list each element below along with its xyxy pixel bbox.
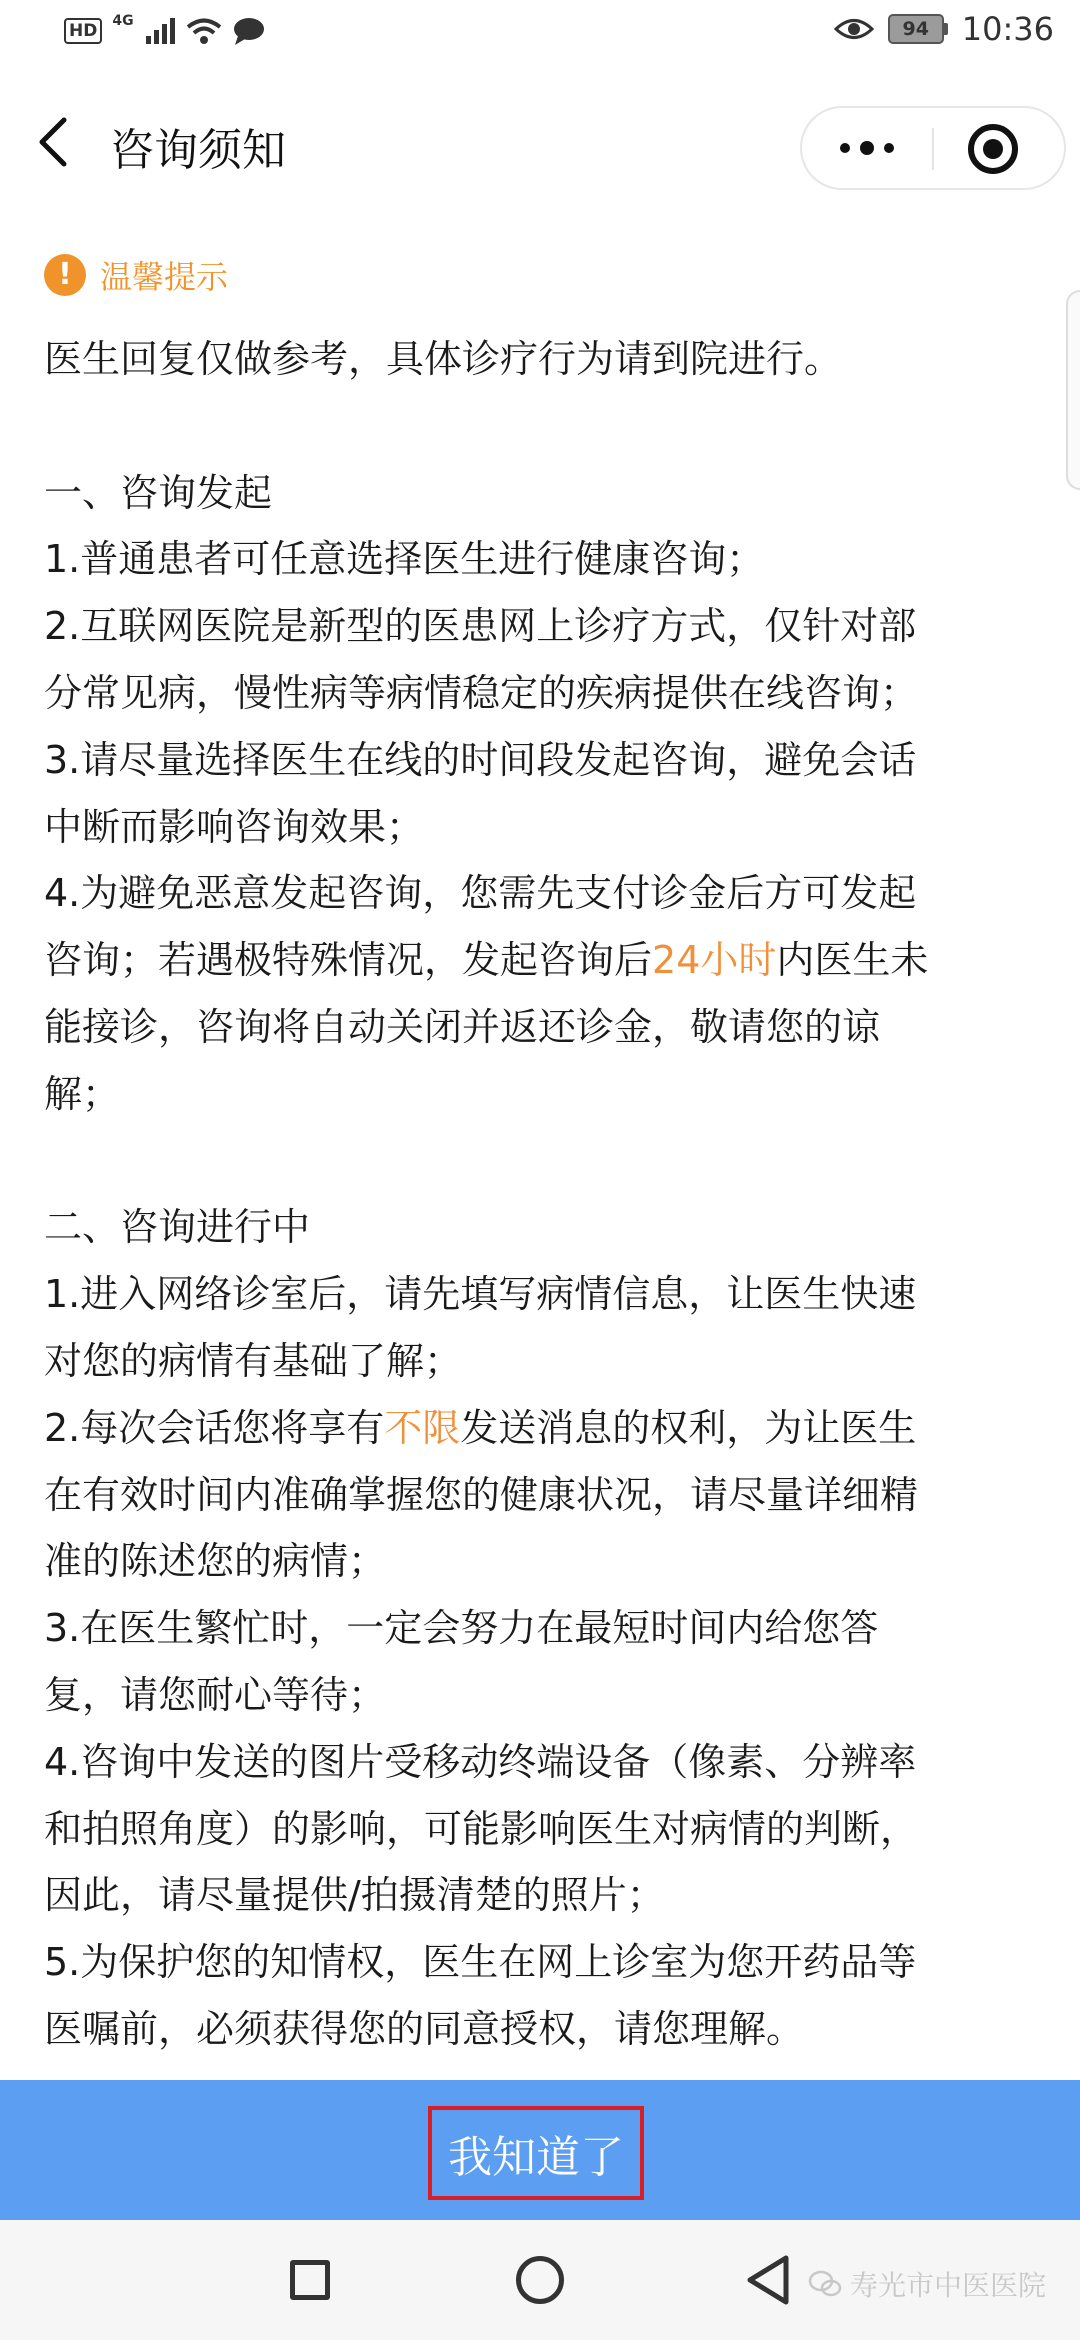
highlight-24h: 24小时 xyxy=(652,938,777,983)
rule-line: 4.为避免恶意发起咨询，您需先支付诊金后方可发起 xyxy=(44,871,917,916)
section-heading: 一、咨询发起 xyxy=(44,470,273,515)
rule-line: 和拍照角度）的影响，可能影响医生对病情的判断， xyxy=(44,1806,919,1851)
recent-apps-icon[interactable] xyxy=(290,2260,330,2300)
status-bar xyxy=(0,0,1080,72)
rule-line: 5.为保护您的知情权，医生在网上诊室为您开药品等 xyxy=(44,1940,917,1985)
rule-line: 3.请尽量选择医生在线的时间段发起咨询，避免会话 xyxy=(44,737,917,782)
spacer xyxy=(44,1128,1044,1195)
battery-tip xyxy=(944,23,948,35)
close-mini-program-icon[interactable] xyxy=(968,124,1018,174)
side-handle xyxy=(1066,290,1080,490)
page-title: 咨询须知 xyxy=(110,125,286,176)
more-dot-icon xyxy=(884,143,894,153)
status-right xyxy=(834,10,1054,48)
intro-text: 医生回复仅做参考，具体诊疗行为请到院进行。 xyxy=(44,337,843,381)
rule-text: 咨询；若遇极特殊情况，发起咨询后 xyxy=(44,938,653,983)
rule-line: 复，请您耐心等待； xyxy=(44,1672,387,1717)
network-type: 4G xyxy=(112,13,134,29)
watermark-text: 寿光市中医医院 xyxy=(850,2269,1047,2302)
eye-comfort-icon xyxy=(834,14,874,44)
signal-icon xyxy=(144,16,176,46)
system-back-icon[interactable] xyxy=(744,2254,792,2306)
message-icon xyxy=(232,16,266,46)
more-dot-icon xyxy=(840,143,850,153)
rule-line: 中断而影响咨询效果； xyxy=(44,804,425,849)
rule-line: 医嘱前，必须获得您的同意授权，请您理解。 xyxy=(44,2006,805,2051)
clock: 10:36 xyxy=(961,10,1054,48)
capsule-divider xyxy=(932,128,934,170)
system-nav-bar xyxy=(0,2220,1080,2340)
rule-text: 内医生未 xyxy=(776,938,929,983)
rule-line: 4.咨询中发送的图片受移动终端设备（像素、分辨率 xyxy=(44,1739,917,1784)
more-dot-icon xyxy=(860,141,874,155)
rule-line: 能接诊，咨询将自动关闭并返还诊金，敬请您的谅 xyxy=(44,1004,881,1049)
status-left xyxy=(64,13,266,46)
highlight-unlimited: 不限 xyxy=(384,1405,461,1450)
wifi-icon xyxy=(186,16,222,46)
nav-bar xyxy=(0,72,1080,212)
back-arrow-icon[interactable] xyxy=(30,112,74,172)
rule-line xyxy=(44,1395,1044,1462)
i-understand-button[interactable]: 我知道了 xyxy=(428,2106,644,2200)
more-menu-button[interactable] xyxy=(802,108,932,188)
rule-text: 发送消息的权利，为让医生 xyxy=(460,1405,917,1450)
watermark xyxy=(808,2264,1046,2304)
rule-line: 1.普通患者可任意选择医生进行健康咨询； xyxy=(44,537,765,582)
rule-line: 2.互联网医院是新型的医患网上诊疗方式，仅针对部 xyxy=(44,604,917,649)
notice-text xyxy=(44,326,1044,2063)
warm-tip-row xyxy=(44,250,1044,300)
rule-line: 解； xyxy=(44,1071,121,1116)
battery-icon xyxy=(888,14,948,44)
rule-line: 对您的病情有基础了解； xyxy=(44,1338,463,1383)
rule-line: 1.进入网络诊室后，请先填写病情信息，让医生快速 xyxy=(44,1272,917,1317)
mini-program-capsule xyxy=(800,106,1066,190)
rule-line: 因此，请尽量提供/拍摄清楚的照片； xyxy=(44,1873,665,1918)
hd-badge: HD xyxy=(64,18,102,44)
section-heading: 二、咨询进行中 xyxy=(44,1205,311,1250)
notice-content xyxy=(44,250,1044,2063)
home-icon[interactable] xyxy=(516,2256,564,2304)
rule-line: 分常见病，慢性病等病情稳定的疾病提供在线咨询； xyxy=(44,670,919,715)
wechat-icon xyxy=(808,2269,842,2299)
battery-level: 94 xyxy=(888,14,944,44)
rule-line: 准的陈述您的病情； xyxy=(44,1539,387,1584)
rule-line: 3.在医生繁忙时，一定会努力在最短时间内给您答 xyxy=(44,1606,879,1651)
rule-text: 2.每次会话您将享有 xyxy=(44,1405,385,1450)
warning-icon: ! xyxy=(44,254,86,296)
rule-line xyxy=(44,927,1044,994)
warm-tip-label: 温馨提示 xyxy=(100,258,229,296)
rule-line: 在有效时间内准确掌握您的健康状况，请尽量详细精 xyxy=(44,1472,919,1517)
spacer xyxy=(44,393,1044,460)
confirm-bar[interactable] xyxy=(0,2080,1080,2220)
